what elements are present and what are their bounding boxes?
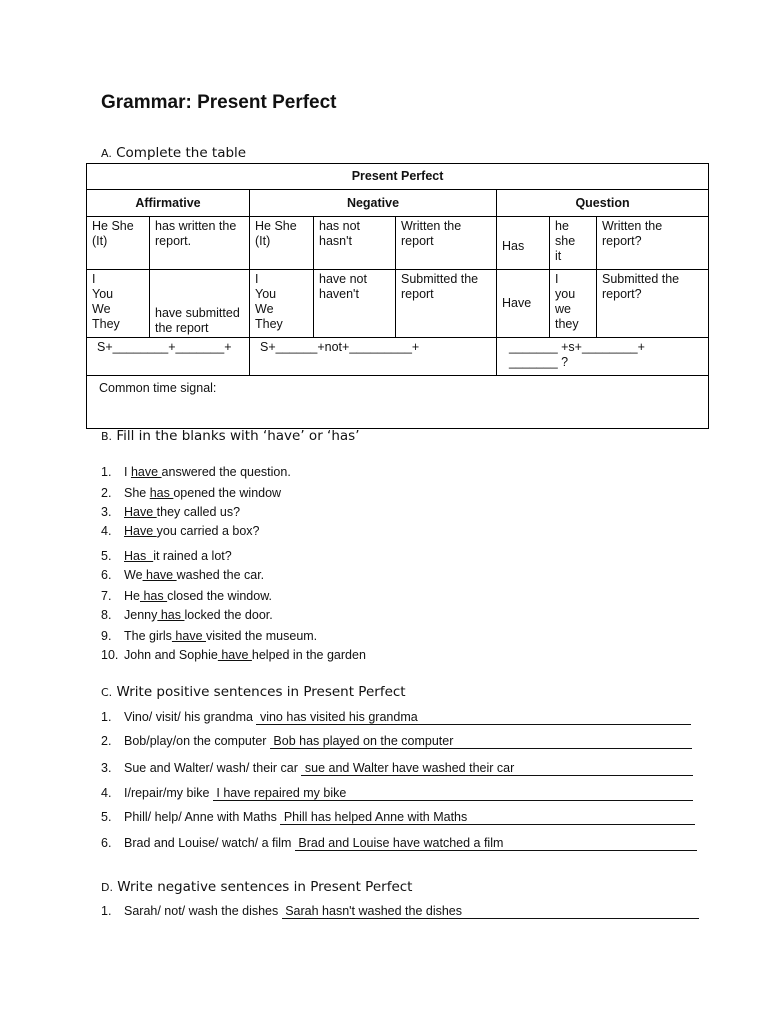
item-number: 9. — [101, 629, 112, 643]
neg-subject-2-b: You — [255, 287, 277, 301]
sentence-prompt: I/repair/my bike — [124, 786, 213, 800]
section-d-letter: D. — [101, 881, 113, 894]
sentence-item — [101, 734, 692, 749]
neg-subject-1: He She (It) — [250, 217, 314, 270]
filled-answer: have — [217, 648, 252, 662]
q-subject-2 — [550, 270, 597, 338]
time-signal-cell: Common time signal: — [87, 376, 709, 429]
item-text-before: The girls — [124, 629, 172, 643]
item-number: 6. — [101, 568, 112, 582]
header-negative: Negative — [250, 190, 497, 217]
sentence-item — [101, 710, 691, 725]
filled-answer: has — [157, 608, 185, 622]
neg-subject-2-d: They — [255, 317, 283, 331]
fill-blank-item — [101, 549, 232, 563]
q-object-2: Submitted the report? — [597, 270, 709, 338]
header-affirmative: Affirmative — [87, 190, 250, 217]
item-number: 1. — [101, 710, 112, 724]
aff-subject-2-d: They — [92, 317, 120, 331]
section-b-text: Fill in the blanks with ‘have’ or ‘has’ — [116, 428, 360, 444]
filled-answer: Have — [124, 524, 157, 538]
table-title: Present Perfect — [87, 164, 709, 190]
neg-verb-2-full: have not — [319, 272, 367, 286]
q-aux-1: Has — [497, 217, 550, 270]
item-text-after: closed the window. — [167, 589, 273, 603]
item-text-after: washed the car. — [176, 568, 265, 582]
section-d-heading — [101, 879, 412, 895]
sentence-prompt: Bob/play/on the computer — [124, 734, 270, 748]
aff-subject-2-b: You — [92, 287, 114, 301]
item-number: 2. — [101, 486, 112, 500]
q-subject-1 — [550, 217, 597, 270]
written-answer: sue and Walter have washed their car — [301, 761, 693, 776]
item-number: 8. — [101, 608, 112, 622]
filled-answer: Have — [124, 505, 157, 519]
neg-verb-2-short: haven't — [319, 287, 359, 301]
section-a-letter: A. — [101, 147, 112, 160]
q-subject-2-b: you — [555, 287, 576, 301]
fill-blank-item — [101, 524, 260, 538]
fill-blank-item — [101, 486, 281, 500]
sentence-item — [101, 786, 693, 801]
filled-answer: have — [171, 629, 206, 643]
fill-blank-item — [101, 648, 366, 662]
section-b-heading — [101, 428, 359, 444]
sentence-prompt: Sue and Walter/ wash/ their car — [124, 761, 302, 775]
item-number: 2. — [101, 734, 112, 748]
fill-blank-item — [101, 589, 272, 603]
filled-answer: has — [139, 589, 168, 603]
item-number: 6. — [101, 836, 112, 850]
item-number: 10. — [101, 648, 119, 662]
filled-answer: have — [142, 568, 177, 582]
item-number: 4. — [101, 524, 112, 538]
fill-blank-item — [101, 505, 240, 519]
item-number: 7. — [101, 589, 112, 603]
sentence-prompt: Phill/ help/ Anne with Maths — [124, 810, 281, 824]
q-subject-1-b: she — [555, 234, 576, 248]
q-aux-2: Have — [497, 270, 550, 338]
aff-subject-1: He She (It) — [87, 217, 150, 270]
formula-affirmative: S+________+_______+ — [87, 338, 250, 376]
item-text-after: visited the museum. — [206, 629, 318, 643]
aff-subject-2 — [87, 270, 150, 338]
item-number: 3. — [101, 505, 112, 519]
neg-verb-1-short: hasn't — [319, 234, 352, 248]
section-d-text: Write negative sentences in Present Perfect — [117, 879, 413, 895]
item-text-after: opened the window — [173, 486, 282, 500]
written-answer: Bob has played on the computer — [270, 734, 692, 749]
section-c-letter: C. — [101, 686, 113, 699]
item-text-before: John and Sophie — [124, 648, 218, 662]
header-question: Question — [497, 190, 709, 217]
formula-question — [497, 338, 709, 376]
item-text-before: I — [124, 465, 131, 479]
fill-blank-item — [101, 568, 264, 582]
written-answer: vino has visited his grandma — [256, 710, 691, 725]
item-text-after: you carried a box? — [156, 524, 260, 538]
neg-verb-1-full: has not — [319, 219, 361, 233]
q-subject-2-c: we — [555, 302, 571, 316]
page-title: Grammar: Present Perfect — [101, 92, 337, 113]
item-text-after: helped in the garden — [251, 648, 366, 662]
sentence-item — [101, 836, 697, 851]
item-text-after: locked the door. — [184, 608, 273, 622]
filled-answer: has — [149, 486, 174, 500]
neg-verb-2 — [314, 270, 396, 338]
item-number: 5. — [101, 549, 112, 563]
aff-subject-2-c: We — [92, 302, 111, 316]
item-text-after: answered the question. — [161, 465, 291, 479]
q-subject-1-c: it — [555, 249, 562, 263]
neg-subject-2 — [250, 270, 314, 338]
item-text-before: Jenny — [124, 608, 158, 622]
filled-answer: have — [130, 465, 162, 479]
written-answer: Brad and Louise have watched a film — [295, 836, 697, 851]
neg-object-2: Submitted the report — [396, 270, 497, 338]
formula-negative: S+______+not+_________+ — [250, 338, 497, 376]
item-number: 5. — [101, 810, 112, 824]
q-subject-2-a: I — [555, 272, 559, 286]
sentence-item — [101, 761, 693, 776]
section-b-letter: B. — [101, 430, 113, 443]
sentence-item — [101, 810, 695, 825]
formula-question-line1: _______ +s+________+ — [509, 340, 645, 354]
section-c-text: Write positive sentences in Present Perfect — [116, 684, 406, 700]
item-text-before: He — [124, 589, 140, 603]
neg-object-1: Written the report — [396, 217, 497, 270]
item-text-after: they called us? — [156, 505, 241, 519]
fill-blank-item — [101, 608, 273, 622]
sentence-prompt: Vino/ visit/ his grandma — [124, 710, 257, 724]
present-perfect-table — [86, 163, 709, 429]
sentence-item — [101, 904, 699, 919]
fill-blank-item — [101, 629, 317, 643]
neg-verb-1 — [314, 217, 396, 270]
item-text-before: She — [124, 486, 150, 500]
written-answer: Phill has helped Anne with Maths — [280, 810, 695, 825]
written-answer: I have repaired my bike — [213, 786, 693, 801]
filled-answer: Has — [124, 549, 154, 563]
section-a-text: Complete the table — [116, 145, 247, 161]
aff-verb-2: have submitted the report — [150, 270, 250, 338]
formula-question-line2: _______ ? — [509, 355, 569, 369]
q-object-1: Written the report? — [597, 217, 709, 270]
sentence-prompt: Brad and Louise/ watch/ a film — [124, 836, 295, 850]
aff-subject-2-a: I — [92, 272, 96, 286]
item-number: 1. — [101, 904, 112, 918]
item-number: 3. — [101, 761, 112, 775]
aff-verb-1: has written the report. — [150, 217, 250, 270]
written-answer: Sarah hasn't washed the dishes — [282, 904, 699, 919]
fill-blank-item — [101, 465, 291, 479]
neg-subject-2-c: We — [255, 302, 274, 316]
item-number: 1. — [101, 465, 112, 479]
section-c-heading — [101, 684, 406, 700]
sentence-prompt: Sarah/ not/ wash the dishes — [124, 904, 282, 918]
item-text-after: it rained a lot? — [153, 549, 232, 563]
neg-subject-2-a: I — [255, 272, 259, 286]
q-subject-1-a: he — [555, 219, 569, 233]
item-number: 4. — [101, 786, 112, 800]
item-text-before: We — [124, 568, 143, 582]
q-subject-2-d: they — [555, 317, 579, 331]
section-a-heading — [101, 145, 246, 161]
